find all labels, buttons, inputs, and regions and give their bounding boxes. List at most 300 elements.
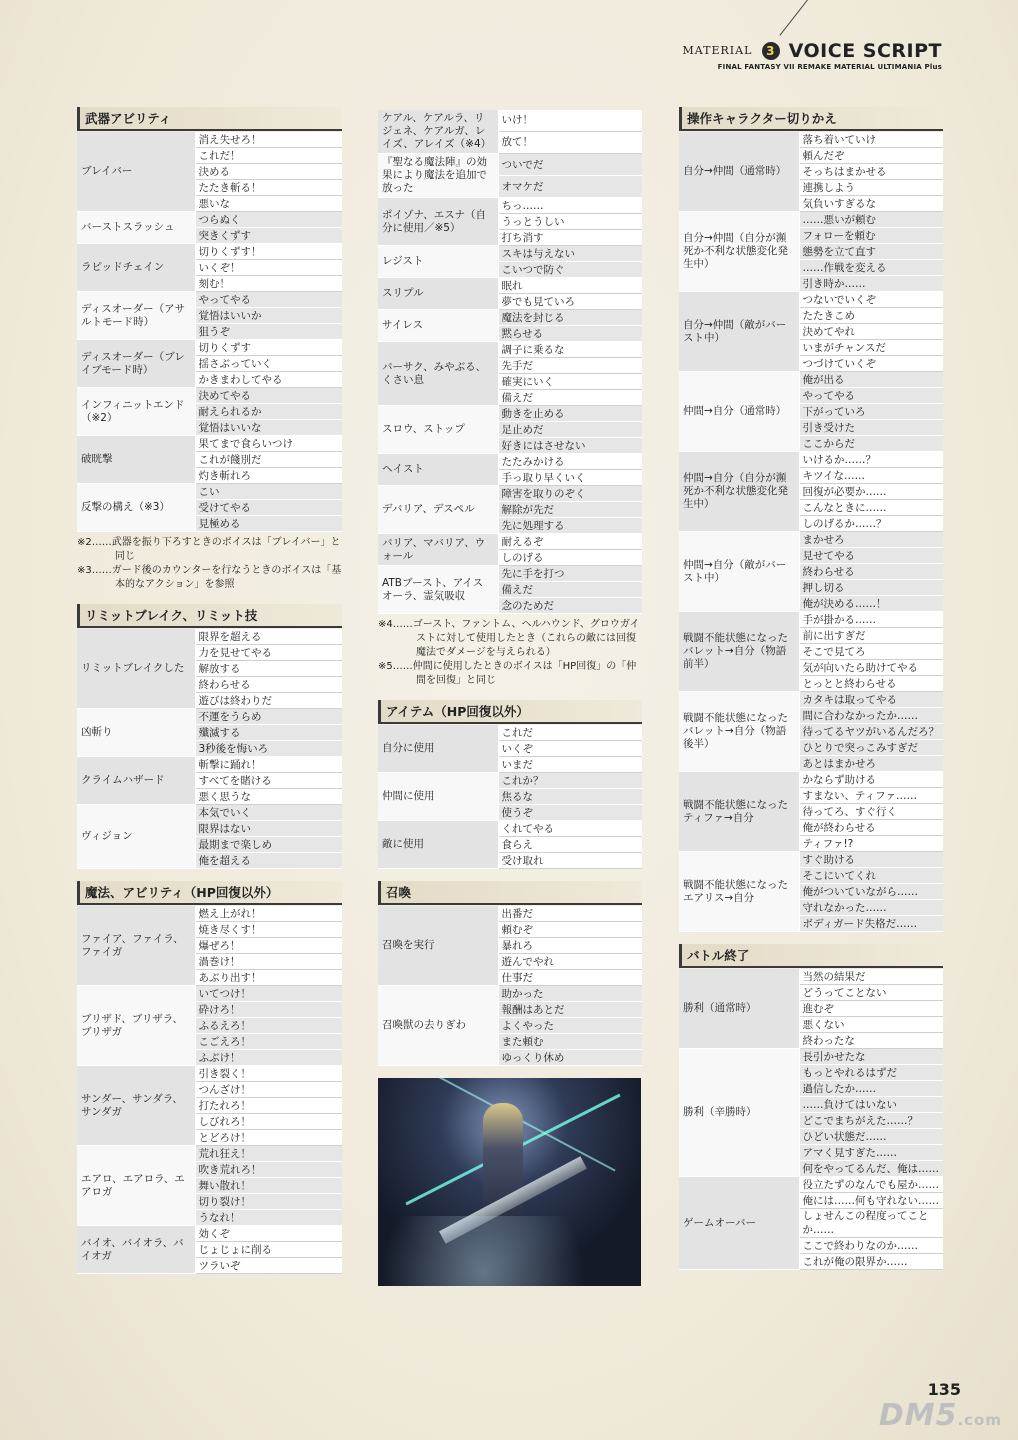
voice-line: これか？ xyxy=(498,773,642,789)
voice-table xyxy=(378,906,642,1066)
voice-line: しのげる xyxy=(498,550,642,566)
trigger-label: 勝利（通常時） xyxy=(679,969,799,1049)
voice-line: ……悪いが頼む xyxy=(799,212,943,228)
footnote: ※5……仲間に使用したときのボイスは「HP回復」の「仲間を回復」と同じ xyxy=(378,661,637,686)
voice-line: 暴れろ xyxy=(498,938,642,954)
voice-line: 気負いすぎるな xyxy=(799,196,943,212)
voice-line: ひどい状態だ…… xyxy=(799,1129,943,1145)
trigger-label: 反撃の構え（※3） xyxy=(77,484,195,532)
voice-line: しびれろ！ xyxy=(195,1114,342,1130)
trigger-label: 仲間→自分（敵がバースト中） xyxy=(679,532,799,612)
voice-line: 切りくずす xyxy=(195,340,342,356)
trigger-label: ラピッドチェイン xyxy=(77,244,195,292)
trigger-label: 仲間→自分（通常時） xyxy=(679,372,799,452)
voice-line: たたき斬る！ xyxy=(195,180,342,196)
voice-line: 俺が終わらせる xyxy=(799,820,943,836)
table-row xyxy=(77,805,342,821)
table-row xyxy=(679,852,943,868)
voice-line: 前に出すぎだ xyxy=(799,628,943,644)
table-row xyxy=(378,310,642,326)
voice-line: 引き受けた xyxy=(799,420,943,436)
footnotes xyxy=(378,618,642,688)
section-title: 魔法、アビリティ（HP回復以外） xyxy=(77,881,342,905)
trigger-label: バーサク、みやぶる、くさい息 xyxy=(378,342,498,406)
table-row xyxy=(378,773,642,789)
voice-line: 決めてやる xyxy=(195,388,342,404)
voice-line: こいつで防ぐ xyxy=(498,262,642,278)
table-row xyxy=(679,212,943,228)
voice-line: とどろけ！ xyxy=(195,1130,342,1146)
voice-line: いくぞ xyxy=(498,741,642,757)
voice-line: 不運をうらめ xyxy=(195,709,342,725)
voice-line: 覚悟はいいか xyxy=(195,308,342,324)
voice-line: ゆっくり休め xyxy=(498,1050,642,1066)
voice-line: 回復が必要か…… xyxy=(799,484,943,500)
table-row xyxy=(77,388,342,404)
trigger-label: バリア、マバリア、ウォール xyxy=(378,534,498,566)
voice-line: 解除が先だ xyxy=(498,502,642,518)
voice-line: カタキは取ってやる xyxy=(799,692,943,708)
voice-table xyxy=(378,110,642,614)
voice-line: 待ってろ、すぐ行く xyxy=(799,804,943,820)
voice-line: 使うぞ xyxy=(498,805,642,821)
trigger-label: サンダー、サンダラ、サンダガ xyxy=(77,1066,195,1146)
voice-line: よくやった xyxy=(498,1018,642,1034)
voice-table xyxy=(77,629,342,869)
trigger-label: ブリザド、ブリザラ、ブリザガ xyxy=(77,986,195,1066)
trigger-label: 自分→仲間（通常時） xyxy=(679,132,799,212)
page-number: 135 xyxy=(927,1380,961,1399)
voice-line: 受け取れ xyxy=(498,853,642,869)
trigger-label: サイレス xyxy=(378,310,498,342)
voice-line: そこで見てろ xyxy=(799,644,943,660)
voice-line: すべてを賭ける xyxy=(195,773,342,789)
table-row xyxy=(378,342,642,358)
header-title: VOICE SCRIPT xyxy=(788,40,942,62)
page-header xyxy=(683,40,942,71)
voice-line: 気が向いたら助けてやる xyxy=(799,660,943,676)
trigger-label: 破晄撃 xyxy=(77,436,195,484)
table-row xyxy=(679,532,943,548)
voice-line: ふぶけ！ xyxy=(195,1050,342,1066)
voice-line: こい xyxy=(195,484,342,500)
battle-screenshot-image xyxy=(378,1078,641,1286)
section-title: 召喚 xyxy=(378,881,642,905)
voice-line: 長引かせたな xyxy=(799,1049,943,1065)
table-row xyxy=(77,906,342,922)
voice-line: まかせろ xyxy=(799,532,943,548)
voice-line: そこにいてくれ xyxy=(799,868,943,884)
voice-line: 耐えるぞ xyxy=(498,534,642,550)
table-row xyxy=(77,629,342,645)
voice-line: 先手だ xyxy=(498,358,642,374)
voice-line: 確実にいく xyxy=(498,374,642,390)
voice-line: 調子に乗るな xyxy=(498,342,642,358)
voice-line: 見極める xyxy=(195,516,342,532)
voice-line: 荒れ狂え！ xyxy=(195,1146,342,1162)
table-row xyxy=(77,1066,342,1082)
voice-line: しのげるか……？ xyxy=(799,516,943,532)
table-row xyxy=(679,612,943,628)
voice-line: やってやる xyxy=(799,388,943,404)
voice-line: 終わらせる xyxy=(195,677,342,693)
trigger-label: 『聖なる魔法陣』の効果により魔法を追加で放った xyxy=(378,154,498,198)
trigger-label: ヘイスト xyxy=(378,454,498,486)
table-row xyxy=(679,452,943,468)
voice-line: ひとりで突っこみすぎだ xyxy=(799,740,943,756)
table-row xyxy=(77,212,342,228)
voice-line: 悪くない xyxy=(799,1017,943,1033)
voice-line: いくぞ！ xyxy=(195,260,342,276)
voice-line: 仕事だ xyxy=(498,970,642,986)
watermark-brand: DM5 xyxy=(878,1398,958,1433)
watermark-tld: .com xyxy=(957,1411,1002,1429)
voice-line: あとはまかせろ xyxy=(799,756,943,772)
section-title: リミットブレイク、リミット技 xyxy=(77,604,342,628)
voice-line: 間に合わなかったか…… xyxy=(799,708,943,724)
voice-table xyxy=(679,969,943,1270)
voice-line: たたみかける xyxy=(498,454,642,470)
table-row xyxy=(679,1177,943,1193)
voice-line: こごえろ！ xyxy=(195,1034,342,1050)
table-row xyxy=(378,725,642,741)
voice-table xyxy=(378,725,642,869)
voice-line: 何をやってるんだ、俺は…… xyxy=(799,1161,943,1177)
voice-line: ツラいぞ xyxy=(195,1258,342,1274)
voice-table xyxy=(77,906,342,1274)
trigger-label: スロウ、ストップ xyxy=(378,406,498,454)
voice-line: やってやる xyxy=(195,292,342,308)
trigger-label: ブレイバー xyxy=(77,132,195,212)
voice-line: 守れなかった…… xyxy=(799,900,943,916)
trigger-label: 敵に使用 xyxy=(378,821,498,869)
voice-line: フォローを頼む xyxy=(799,228,943,244)
table-row xyxy=(378,406,642,422)
voice-line: 効くぞ xyxy=(195,1226,342,1242)
table-row xyxy=(679,772,943,788)
table-row xyxy=(378,486,642,502)
voice-line: これだ！ xyxy=(195,148,342,164)
voice-line: 動きを止める xyxy=(498,406,642,422)
trigger-label: レジスト xyxy=(378,246,498,278)
voice-line: 過信したか…… xyxy=(799,1081,943,1097)
voice-table xyxy=(77,132,342,532)
footnote: ※4……ゴースト、ファントム、ヘルハウンド、グロウガイストに対して使用したとき（これらの敵には回復魔法でダメージを与えられる） xyxy=(378,619,640,658)
voice-line: 念のためだ xyxy=(498,598,642,614)
voice-line: 爆ぜろ！ xyxy=(195,938,342,954)
column-right xyxy=(679,107,943,1282)
voice-line: 力を見せてやる xyxy=(195,645,342,661)
voice-line: しょせんこの程度ってことか…… xyxy=(799,1209,943,1238)
trigger-label: クライムハザード xyxy=(77,757,195,805)
voice-line: 砕けろ！ xyxy=(195,1002,342,1018)
voice-line: 下がっていろ xyxy=(799,404,943,420)
voice-line: これが餞別だ xyxy=(195,452,342,468)
voice-line: 放て！ xyxy=(498,131,642,153)
voice-line: 俺を超える xyxy=(195,853,342,869)
voice-line: すぐ助ける xyxy=(799,852,943,868)
voice-line: 報酬はあとだ xyxy=(498,1002,642,1018)
trigger-label: 仲間に使用 xyxy=(378,773,498,821)
voice-line: スキは与えない xyxy=(498,246,642,262)
voice-line: 覚悟はいいな xyxy=(195,420,342,436)
voice-line: じょじょに削る xyxy=(195,1242,342,1258)
voice-line: 刻む！ xyxy=(195,276,342,292)
voice-line: 進むぞ xyxy=(799,1001,943,1017)
voice-line: 終わらせる xyxy=(799,564,943,580)
voice-line: 役立たずのなんでも屋か…… xyxy=(799,1177,943,1193)
trigger-label: 戦闘不能状態になったエアリス→自分 xyxy=(679,852,799,932)
voice-line: 頼んだぞ xyxy=(799,148,943,164)
voice-line: とっとと終わらせる xyxy=(799,676,943,692)
voice-line: 備えだ xyxy=(498,390,642,406)
voice-line: くれてやる xyxy=(498,821,642,837)
voice-line: 最期まで楽しめ xyxy=(195,837,342,853)
header-material-label: MATERIAL xyxy=(682,44,753,57)
voice-line: 渦巻け！ xyxy=(195,954,342,970)
voice-line: 決める xyxy=(195,164,342,180)
table-row xyxy=(77,757,342,773)
trigger-label: 戦闘不能状態になったバレット→自分（物語前半） xyxy=(679,612,799,692)
table-row xyxy=(77,1226,342,1242)
trigger-label: 凶斬り xyxy=(77,709,195,757)
table-row xyxy=(679,969,943,985)
column-middle xyxy=(378,110,642,1286)
chapter-number-badge: 3 xyxy=(762,42,780,60)
voice-line: 頼むぞ xyxy=(498,922,642,938)
trigger-label: ATBブースト、アイスオーラ、霊気吸収 xyxy=(378,566,498,614)
section xyxy=(77,881,342,1274)
section-title: バトル終了 xyxy=(679,944,943,968)
voice-line: 切りくずす！ xyxy=(195,244,342,260)
voice-line: 俺がついていながら…… xyxy=(799,884,943,900)
table-row xyxy=(378,154,642,176)
voice-line: いけ！ xyxy=(498,110,642,131)
voice-line: 先に処理する xyxy=(498,518,642,534)
voice-line: 俺には……何も守れない…… xyxy=(799,1193,943,1209)
voice-line: つないでいくぞ xyxy=(799,292,943,308)
trigger-label: バーストスラッシュ xyxy=(77,212,195,244)
section xyxy=(378,700,642,869)
section-title: アイテム（HP回復以外） xyxy=(378,700,642,724)
section-title: 武器アビリティ xyxy=(77,107,342,131)
voice-line: 終わったな xyxy=(799,1033,943,1049)
voice-line: 揺さぶっていく xyxy=(195,356,342,372)
section xyxy=(77,604,342,869)
voice-line: もっとやれるはずだ xyxy=(799,1065,943,1081)
voice-line: 悪いな xyxy=(195,196,342,212)
trigger-label: 仲間→自分（自分が瀕死か不利な状態変化発生中） xyxy=(679,452,799,532)
voice-line: 耐えられるか xyxy=(195,404,342,420)
table-row xyxy=(77,244,342,260)
voice-line: アマく見すぎた…… xyxy=(799,1145,943,1161)
voice-line: ふるえろ！ xyxy=(195,1018,342,1034)
trigger-label: インフィニットエンド（※2） xyxy=(77,388,195,436)
voice-line: 待ってるヤツがいるんだろ？ xyxy=(799,724,943,740)
voice-line: 吹き荒れろ！ xyxy=(195,1162,342,1178)
voice-line: 打たれろ！ xyxy=(195,1098,342,1114)
table-row xyxy=(679,692,943,708)
voice-line: 黙らせる xyxy=(498,326,642,342)
section xyxy=(77,107,342,592)
voice-line: あぶり出す！ xyxy=(195,970,342,986)
voice-line: 限界はない xyxy=(195,821,342,837)
trigger-label: ポイゾナ、エスナ（自分に使用／※5） xyxy=(378,198,498,246)
table-row xyxy=(378,906,642,922)
voice-line: 消え失せろ！ xyxy=(195,132,342,148)
header-subtitle: FINAL FANTASY VII REMAKE MATERIAL ULTIMANIA Plus xyxy=(717,63,942,71)
voice-line: 受けてやる xyxy=(195,500,342,516)
voice-line: 遊びは終わりだ xyxy=(195,693,342,709)
voice-line: ボディガード失格だ…… xyxy=(799,916,943,932)
voice-line: 態勢を立て直す xyxy=(799,244,943,260)
voice-line: どうってことない xyxy=(799,985,943,1001)
trigger-label: ディスオーダー（アサルトモード時） xyxy=(77,292,195,340)
table-row xyxy=(679,292,943,308)
trigger-label: 戦闘不能状態になったティファ→自分 xyxy=(679,772,799,852)
voice-line: オマケだ xyxy=(498,176,642,198)
footnotes xyxy=(77,536,342,592)
table-row xyxy=(378,246,642,262)
voice-line: うなれ！ xyxy=(195,1210,342,1226)
voice-line: 引き裂く！ xyxy=(195,1066,342,1082)
table-row xyxy=(679,372,943,388)
table-row xyxy=(77,340,342,356)
table-row xyxy=(378,454,642,470)
table-row xyxy=(378,821,642,837)
voice-line: いてつけ！ xyxy=(195,986,342,1002)
table-row xyxy=(77,986,342,1002)
voice-line: かならず助ける xyxy=(799,772,943,788)
voice-line: いけるか……？ xyxy=(799,452,943,468)
table-row xyxy=(77,1146,342,1162)
voice-line: 手っ取り早くいく xyxy=(498,470,642,486)
voice-line: 先に手を打つ xyxy=(498,566,642,582)
trigger-label: ディスオーダー（ブレイブモード時） xyxy=(77,340,195,388)
voice-line: ……負けてはいない xyxy=(799,1097,943,1113)
voice-line: 殲滅する xyxy=(195,725,342,741)
voice-line: 連携しよう xyxy=(799,180,943,196)
trigger-label: デバリア、デスペル xyxy=(378,486,498,534)
voice-line: 燃え上がれ！ xyxy=(195,906,342,922)
voice-line: いまがチャンスだ xyxy=(799,340,943,356)
table-row xyxy=(77,436,342,452)
voice-line: いまだ xyxy=(498,757,642,773)
voice-line: 障害を取りのぞく xyxy=(498,486,642,502)
trigger-label: ファイア、ファイラ、ファイガ xyxy=(77,906,195,986)
table-row xyxy=(679,132,943,148)
voice-line: 夢でも見ていろ xyxy=(498,294,642,310)
voice-line: 当然の結果だ xyxy=(799,969,943,985)
table-row xyxy=(77,132,342,148)
voice-line: これが俺の限界か…… xyxy=(799,1254,943,1270)
voice-line: 助かった xyxy=(498,986,642,1002)
voice-line: 果てまで食らいつけ xyxy=(195,436,342,452)
voice-line: こんなときに…… xyxy=(799,500,943,516)
voice-line: 限界を超える xyxy=(195,629,342,645)
voice-line: 好きにはさせない xyxy=(498,438,642,454)
table-row xyxy=(378,534,642,550)
trigger-label: 勝利（辛勝時） xyxy=(679,1049,799,1177)
voice-line: 引き時か…… xyxy=(799,276,943,292)
voice-line: これだ xyxy=(498,725,642,741)
table-row xyxy=(679,1049,943,1065)
voice-line: たたきこめ xyxy=(799,308,943,324)
voice-line: 灼き斬れろ xyxy=(195,468,342,484)
voice-line: ついでだ xyxy=(498,154,642,176)
voice-line: かきまわしてやる xyxy=(195,372,342,388)
voice-line: ここからだ xyxy=(799,436,943,452)
trigger-label: ゲームオーバー xyxy=(679,1177,799,1270)
voice-line: ティファ!? xyxy=(799,836,943,852)
voice-line: つんざけ！ xyxy=(195,1082,342,1098)
voice-line: 解放する xyxy=(195,661,342,677)
table-row xyxy=(77,709,342,725)
voice-line: そっちはまかせる xyxy=(799,164,943,180)
section xyxy=(679,107,943,932)
voice-line: ここで終わりなのか…… xyxy=(799,1238,943,1254)
voice-line: 押し切る xyxy=(799,580,943,596)
trigger-label: スリプル xyxy=(378,278,498,310)
voice-line: 俺が決める……！ xyxy=(799,596,943,612)
voice-line: つづけていくぞ xyxy=(799,356,943,372)
voice-line: 見せてやる xyxy=(799,548,943,564)
table-row xyxy=(378,198,642,214)
table-row xyxy=(378,986,642,1002)
trigger-label: 召喚獣の去りぎわ xyxy=(378,986,498,1066)
voice-line: つらぬく xyxy=(195,212,342,228)
section xyxy=(679,944,943,1270)
voice-line: 突きくずす xyxy=(195,228,342,244)
header-title-line xyxy=(683,40,942,62)
voice-line: 焦るな xyxy=(498,789,642,805)
voice-line: 舞い散れ！ xyxy=(195,1178,342,1194)
trigger-label: ヴィジョン xyxy=(77,805,195,869)
table-row xyxy=(77,292,342,308)
voice-line: 遊んでやれ xyxy=(498,954,642,970)
voice-line: 焼き尽くす！ xyxy=(195,922,342,938)
site-watermark-logo xyxy=(879,1398,1002,1433)
voice-line: ……作戦を変える xyxy=(799,260,943,276)
trigger-label: エアロ、エアロラ、エアロガ xyxy=(77,1146,195,1226)
footnote: ※3……ガード後のカウンターを行なうときのボイスは「基本的なアクション」を参照 xyxy=(77,565,342,590)
section-title: 操作キャラクター切りかえ xyxy=(679,107,943,131)
table-row xyxy=(378,278,642,294)
voice-line: 打ち消す xyxy=(498,230,642,246)
voice-line: また頼む xyxy=(498,1034,642,1050)
table-row xyxy=(77,484,342,500)
voice-line: 狙うぞ xyxy=(195,324,342,340)
voice-line: 手が掛かる…… xyxy=(799,612,943,628)
voice-line: 悪く思うな xyxy=(195,789,342,805)
voice-line: 食らえ xyxy=(498,837,642,853)
voice-line: ちっ…… xyxy=(498,198,642,214)
voice-line: 本気でいく xyxy=(195,805,342,821)
voice-line: 切り裂け！ xyxy=(195,1194,342,1210)
trigger-label: 召喚を実行 xyxy=(378,906,498,986)
footnote: ※2……武器を振り下ろすときのボイスは「ブレイバー」と同じ xyxy=(77,537,341,562)
trigger-label: 自分→仲間（敵がバースト中） xyxy=(679,292,799,372)
voice-line: 斬撃に踊れ！ xyxy=(195,757,342,773)
voice-line: 決めてやれ xyxy=(799,324,943,340)
trigger-label: 自分に使用 xyxy=(378,725,498,773)
table-row xyxy=(378,110,642,131)
trigger-label: ケアル、ケアルラ、リジェネ、ケアルガ、レイズ、アレイズ（※4） xyxy=(378,110,498,154)
voice-line: どこでまちがえた……？ xyxy=(799,1113,943,1129)
trigger-label: 戦闘不能状態になったバレット→自分（物語後半） xyxy=(679,692,799,772)
section xyxy=(378,110,642,688)
voice-line: 眠れ xyxy=(498,278,642,294)
